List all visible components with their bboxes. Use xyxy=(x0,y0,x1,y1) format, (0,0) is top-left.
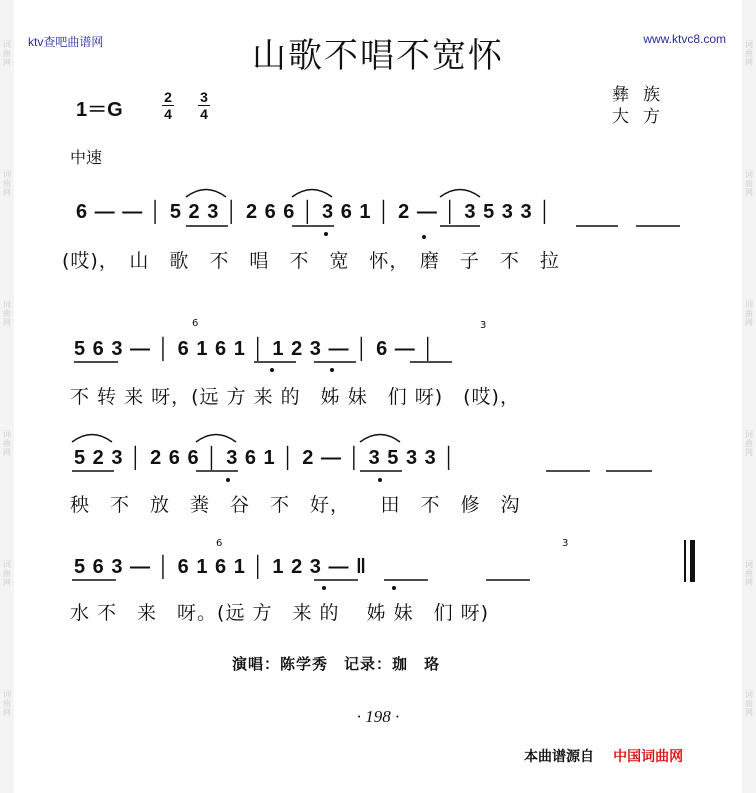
edge-watermark: 词 曲 网 xyxy=(745,300,753,327)
edge-watermark: 词 曲 网 xyxy=(745,560,753,587)
time-sig-2-bottom: 4 xyxy=(200,106,208,122)
grace-note-2: 3 xyxy=(480,320,487,331)
source-label: 本曲谱源自 xyxy=(524,749,594,765)
notation-row-3: 5 2 3 │ 2 6 6 │ 3 6 1 │ 2 — │ 3 5 3 3 │ xyxy=(74,447,457,469)
edge-watermark: 词 曲 网 xyxy=(3,690,11,717)
grace-note-1: 6 xyxy=(192,318,199,329)
origin-place: 大方 xyxy=(612,107,674,127)
tempo-marking: 中速 xyxy=(70,148,103,167)
lyrics-row-2: 不 转 来 呀，(远 方 来 的 姊 妹 们 呀) (哎)， xyxy=(70,386,520,408)
lyrics-row-1: (哎)， 山 歌 不 唱 不 宽 怀， 磨 子 不 拉 xyxy=(62,250,560,272)
left-site-watermark: ktv查吧曲谱网 xyxy=(28,35,104,49)
time-sig-1-top: 2 xyxy=(164,89,172,105)
notation-row-1: 6 — — │ 5 2 3 │ 2 6 6 │ 3 6 1 │ 2 — │ 3 5 3 3 │ xyxy=(76,201,553,223)
edge-watermark: 词 曲 网 xyxy=(3,170,11,197)
song-title: 山歌不唱不宽怀 xyxy=(252,36,504,76)
time-sig-2-top: 3 xyxy=(200,89,208,105)
notation-row-4: 5 6 3 — │ 6 1 6 1 │ 1 2 3 — ‖ xyxy=(74,556,367,578)
right-site-watermark: www.ktvc8.com xyxy=(643,32,726,46)
edge-watermark: 词 曲 网 xyxy=(3,430,11,457)
key-signature: 1＝G xyxy=(76,99,123,121)
edge-watermark: 词 曲 网 xyxy=(3,560,11,587)
page-number: · 198 · xyxy=(356,707,400,726)
slur-mark xyxy=(196,435,236,443)
edge-watermark: 词 曲 网 xyxy=(3,40,11,67)
slur-mark xyxy=(360,435,400,443)
grace-note-4: 3 xyxy=(562,538,569,549)
slur-mark xyxy=(440,190,480,198)
performer-credits: 演唱：陈学秀 记录：珈 珞 xyxy=(232,655,441,673)
edge-watermark: 词 曲 网 xyxy=(3,300,11,327)
slur-mark xyxy=(72,435,112,443)
edge-watermark: 词 曲 网 xyxy=(745,430,753,457)
source-site-link[interactable]: 中国词曲网 xyxy=(613,749,684,765)
notation-row-2: 5 6 3 — │ 6 1 6 1 │ 1 2 3 — │ 6 — │ xyxy=(74,338,436,360)
slur-mark xyxy=(186,190,226,198)
edge-watermark: 词 曲 网 xyxy=(745,690,753,717)
edge-watermark: 词 曲 网 xyxy=(745,170,753,197)
source-note xyxy=(524,746,683,766)
lyrics-row-3: 秧 不 放 粪 谷 不 好， 田 不 修 沟 xyxy=(70,494,521,516)
lyrics-row-4: 水 不 来 呀。(远 方 来 的 姊 妹 们 呀) xyxy=(70,602,490,624)
grace-note-3: 6 xyxy=(216,538,223,549)
slur-mark xyxy=(292,190,332,198)
time-sig-1-bottom: 4 xyxy=(164,106,172,122)
origin-ethnicity: 彝族 xyxy=(612,85,674,105)
edge-watermark: 词 曲 网 xyxy=(745,40,753,67)
